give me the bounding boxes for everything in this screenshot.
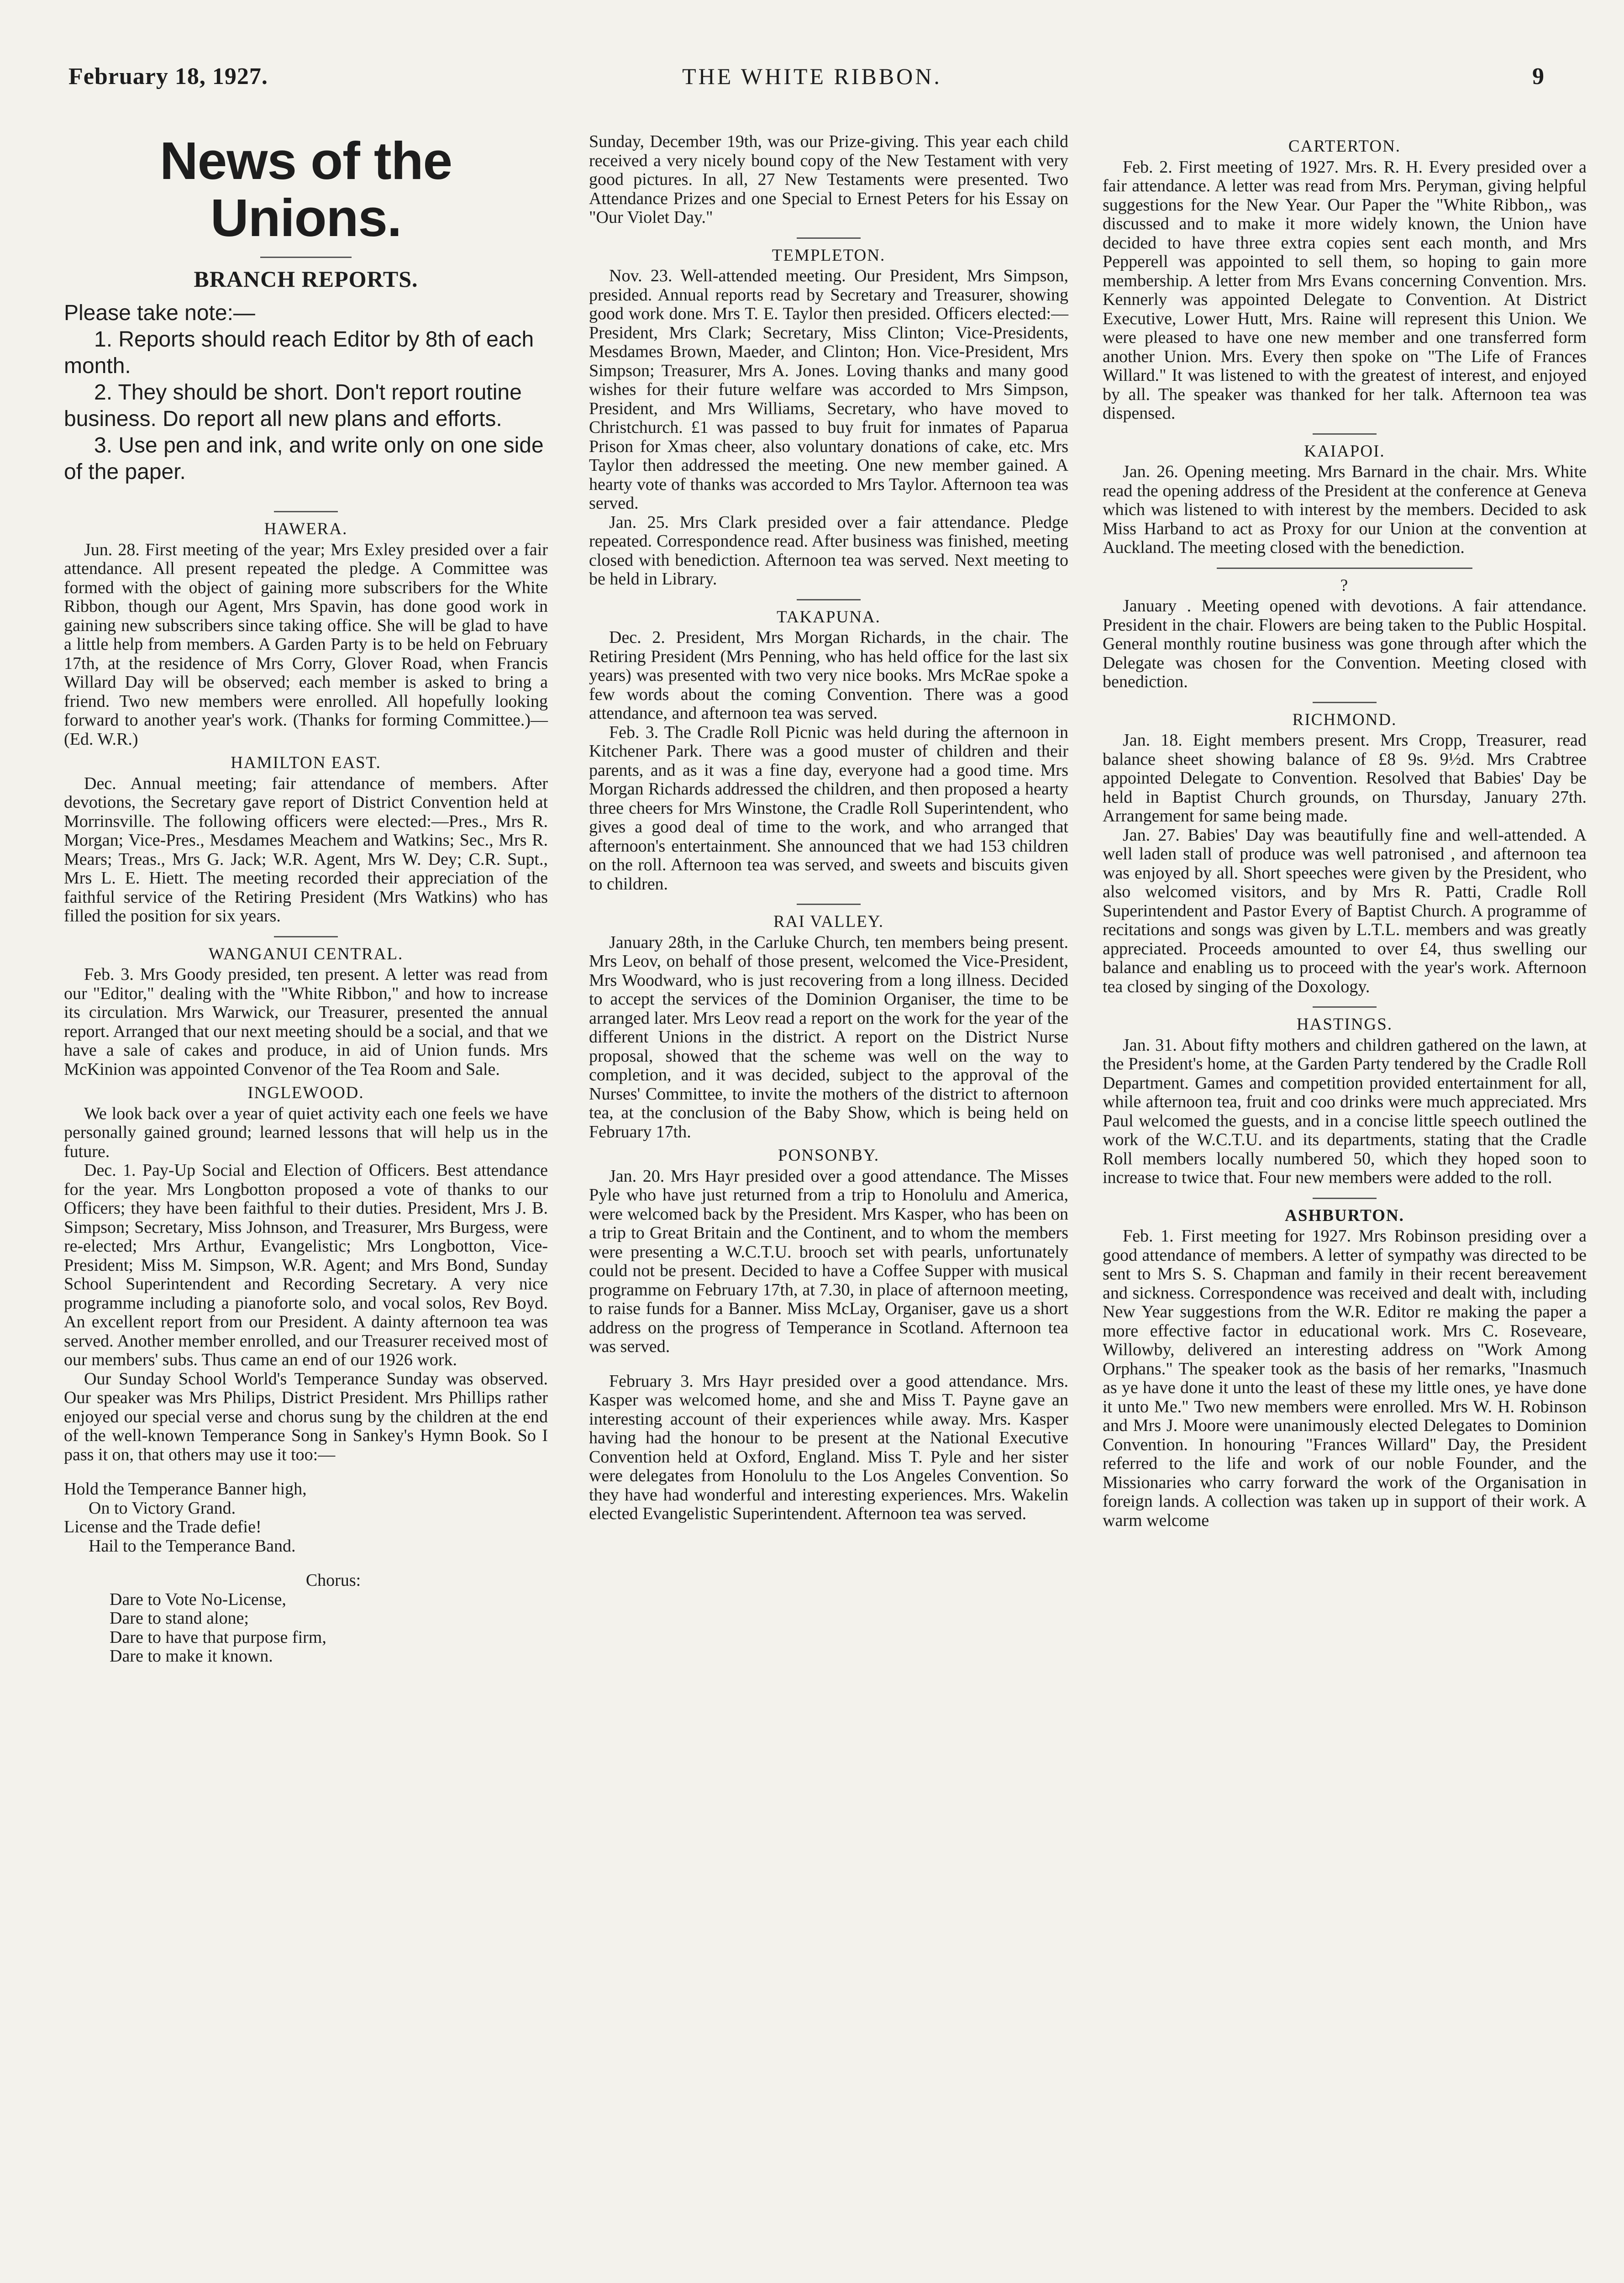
section-heading-hastings: HASTINGS.: [1296, 1015, 1393, 1034]
spacer: [64, 1556, 548, 1571]
spacer: [589, 1357, 1068, 1372]
report-paragraph: Jan. 31. About fifty mothers and children gathered on the lawn, at the President's home, at the Garden Party tendered by the Cradle Roll Department. Games and competition provided entertainment for all, while afternoon tea, fruit and coo drinks were much appreciated. Mrs Paul welcomed the guests, and in a concise little speech outlined the work of the W.C.T.U. and its departments, stating that the Cradle Roll members locally numbered 50, which they hoped soon to increase to twice that. Four new members were added to the roll.: [1103, 1035, 1587, 1187]
section-heading-hawera: HAWERA.: [264, 520, 348, 538]
divider: [1313, 702, 1377, 703]
notice-item: 2. They should be short. Don't report routine business. Do report all new plans and efforts.: [64, 380, 522, 431]
spacer: [64, 485, 548, 501]
section-heading-hamilton-east: HAMILTON EAST.: [231, 753, 381, 772]
column-3: [1103, 132, 1587, 1530]
chorus-line: Dare to have that purpose firm,: [110, 1627, 326, 1647]
page-title: News of the Unions.: [160, 131, 452, 247]
report-paragraph: Feb. 1. First meeting for 1927. Mrs Robinson presiding over a good attendance of members. A letter of sympathy was directed to be sent to Mrs S. S. Chapman and family in their recent bereavement and sickness. Correspondence was received and dealt with, including New Year suggestions from the W.R. Editor re making the paper a more effective factor in educational work. Mrs C. Roseveare, Willowby, delivered an interesting address on "Work Among Orphans." The speaker took as the basis of her remarks, "Inasmuch as ye have done it unto the least of these my little ones, ye have done it unto Me." Two new members were enrolled. Mrs W. H. Robinson and Mrs J. Moore were unanimously elected Delegates to Dominion Convention. In honouring "Frances Willard" Day, the President referred to the life and work of our noble Founder, and the Missionaries who carry forward the work of the Organisation in foreign lands. A collection was taken up in support of their work. A warm welcome: [1103, 1226, 1587, 1530]
page-number: 9: [1532, 63, 1544, 89]
report-paragraph: Dec. 2. President, Mrs Morgan Richards, in the chair. The Retiring President (Mrs Penning, who has held office for the last six years) was presented with two very nice books. Mrs McRae spoke a few words about the coming Convention. There was a good attendance, and afternoon tea was served.: [589, 628, 1068, 723]
column-2: [589, 132, 1068, 1524]
section-heading-rai-valley: RAI VALLEY.: [773, 912, 884, 931]
divider: [260, 257, 352, 258]
notice-item: 3. Use pen and ink, and write only on one side of the paper.: [64, 433, 544, 484]
divider: [1313, 433, 1377, 435]
report-paragraph: Jun. 28. First meeting of the year; Mrs Exley presided over a fair attendance. All present repeated the pledge. A Committee was formed with the object of gaining more subscribers for the White Ribbon, though our Agent, Mrs Spavin, has done good work in gaining new subscribers since taking office. She will be glad to have a little help from members. A Garden Party is to be held on February 17th, at the residence of Mrs Corry, Glover Road, when Francis Willard Day will be observed; each member is asked to bring a friend. Two new members were enrolled. All hopefully looking forward to another year's work. (Thanks for forming Committee.)—(Ed. W.R.): [64, 540, 548, 749]
section-heading-takapuna: TAKAPUNA.: [777, 607, 881, 626]
divider: [1313, 1006, 1377, 1008]
section-heading-inglewood: INGLEWOOD.: [247, 1084, 364, 1102]
notice-box: [64, 300, 548, 485]
report-paragraph: Feb. 3. The Cradle Roll Picnic was held during the afternoon in Kitchener Park. There was a good muster of children and their parents, and as it was a fine day, everyone had a good time. Mrs Morgan Richards addressed the children, and then proposed a hearty three cheers for Mrs Winstone, the Cradle Roll Superintendent, who gives a good deal of time to the work, and who arranged that afternoon's entertainment. She announced that we had 153 children on the roll. Afternoon tea was served, and sweets and biscuits given to children.: [589, 722, 1068, 894]
issue-date: February 18, 1927.: [68, 63, 268, 89]
chorus-line: Dare to stand alone;: [110, 1609, 249, 1628]
section-heading-kaiapoi: KAIAPOI.: [1304, 442, 1385, 461]
divider: [797, 904, 861, 905]
report-paragraph: Dec. Annual meeting; fair attendance of members. After devotions, the Secretary gave report of District Convention held at Morrinsville. The following officers were elected:—Pres., Mrs R. Morgan; Vice-Pres., Mesdames Meachem and Watkins; Sec., Mrs R. Mears; Treas., Mrs G. Jack; W.R. Agent, Mrs W. Dey; C.R. Supt., Mrs L. E. Hiett. The meeting recorded their appreciation of the faithful service of the Retiring President (Mrs Watkins) who has filled the position for six years.: [64, 773, 548, 926]
section-heading-richmond: RICHMOND.: [1292, 710, 1397, 729]
temperance-verse: [64, 1480, 548, 1666]
report-paragraph: We look back over a year of quiet activity each one feels we have personally gained ground; learned lessons that will help us in the future.: [64, 1104, 548, 1161]
verse-line: Hail to the Temperance Band.: [89, 1536, 296, 1556]
section-heading-templeton: TEMPLETON.: [772, 246, 886, 265]
report-paragraph: Jan. 27. Babies' Day was beautifully fine and well-attended. A well laden stall of produce was well patronised , and afternoon tea was enjoyed by all. Short speeches were given by the President, who also welcomed visitors, and by Mrs R. Patti, Cradle Roll Superintendent and Pastor Every of Baptist Church. A programme of recitations and songs was given by L.T.L. members and was greatly appreciated. Proceeds amounted to over £4, thus swelling our balance and enabling us to proceed with the year's work. Afternoon tea closed by singing of the Doxology.: [1103, 825, 1587, 996]
verse-line: License and the Trade defie!: [64, 1517, 262, 1536]
chorus-line: Dare to make it known.: [110, 1646, 273, 1666]
divider: [274, 936, 338, 937]
chorus-label: Chorus:: [305, 1571, 361, 1590]
verse-line: On to Victory Grand.: [89, 1498, 236, 1518]
branch-reports-heading: BRANCH REPORTS.: [194, 266, 418, 292]
report-paragraph: January 28th, in the Carluke Church, ten members being present. Mrs Leov, on behalf of those present, welcomed the Vice-President, Mrs Woodward, who is just recovering from a long illness. Decided to accept the services of the Dominion Organiser, the time to be arranged later. Mrs Leov read a report on the work for the year of the different Unions in the district. A report on the District Nurse proposal, showed that the scheme was well on the way to completion, and it was decided, subject to the approval of the Nurses' Committee, to invite the mothers of the district to afternoon tea, at the conclusion of the Baby Show, which is being held on February 17th.: [589, 932, 1068, 1142]
report-paragraph: Jan. 20. Mrs Hayr presided over a good attendance. The Misses Pyle who have just returned from a trip to Honolulu and America, were welcomed back by the President. Mrs Kasper, who has been on a trip to Great Britain and the Continent, and to whom the members were presenting a W.C.T.U. brooch set with pearls, unfortunately could not be present. Decided to have a Coffee Supper with musical programme on February 17th, at 7.30, in place of afternoon meeting, to raise funds for a Banner. Miss McLay, Organiser, gave us a short address on the progress of Temperance in Scotland. Afternoon tea was served.: [589, 1166, 1068, 1356]
notice-item: 1. Reports should reach Editor by 8th of each month.: [64, 327, 534, 378]
report-paragraph: Sunday, December 19th, was our Prize-giving. This year each child received a very nicely bound copy of the New Testament with very good pictures. In all, 27 New Testaments were presented. Two Attendance Prizes and one Special to Ernest Peters for his Essay on "Our Violet Day.": [589, 132, 1068, 227]
divider: [1217, 568, 1472, 569]
chorus-line: Dare to Vote No-License,: [110, 1589, 286, 1609]
divider: [1313, 1198, 1377, 1199]
report-paragraph: Jan. 25. Mrs Clark presided over a fair attendance. Pledge repeated. Correspondence read. After business was finished, meeting closed with benediction. Afternoon tea was served. Next meeting to be held in Library.: [589, 512, 1068, 589]
notice-intro: Please take note:—: [64, 301, 255, 325]
report-paragraph: Feb. 3. Mrs Goody presided, ten present. A letter was read from our "Editor," dealing with the "White Ribbon," and how to increase its circulation. Mrs Warwick, our Treasurer, presented the annual report. Arranged that our next meeting should be a social, and that we have a sale of cakes and produce, in aid of Union funds. Mrs McKinion was appointed Convenor of the Tea Room and Sale.: [64, 965, 548, 1079]
divider: [797, 599, 861, 600]
column-1: [64, 132, 548, 1666]
verse-line: Hold the Temperance Banner high,: [64, 1479, 307, 1499]
divider: [797, 237, 861, 239]
publication-title: THE WHITE RIBBON.: [682, 63, 942, 89]
section-heading-ashburton: ASHBURTON.: [1285, 1206, 1404, 1225]
report-paragraph: February 3. Mrs Hayr presided over a good attendance. Mrs. Kasper was welcomed home, and she and Miss T. Payne gave an interesting account of their experiences while away. Mrs. Kasper having had the honour to be present at the National Executive Convention held at Oxford, England. Miss T. Pyle and her sister were delegates from Honolulu to the Los Angeles Convention. So they have had wonderful and interesting experiences. Mrs. Wakelin elected Evangelistic Superintendent. Afternoon tea was served.: [589, 1371, 1068, 1523]
report-paragraph: Nov. 23. Well-attended meeting. Our President, Mrs Simpson, presided. Annual reports read by Secretary and Treasurer, showing good work done. Mrs T. E. Taylor then presided. Officers elected:—President, Mrs Clark; Secretary, Miss Clinton; Vice-Presidents, Mesdames Brown, Maeder, and Clinton; Hon. Vice-President, Mrs Simpson; Treasurer, Mrs A. Jones. Loving thanks and many good wishes for their future welfare was accorded to Mrs Simpson, President, and Mrs Williams, Secretary, who have moved to Christchurch. £1 was passed to buy fruit for inmates of Paparua Prison for Xmas cheer, also voluntary donations of cake, etc. Mrs Taylor then addressed the meeting. One new member gained. A hearty vote of thanks was accorded to Mrs Taylor. Afternoon tea was served.: [589, 266, 1068, 513]
report-paragraph: Jan. 18. Eight members present. Mrs Cropp, Treasurer, read balance sheet showing balance of £8 9s. 9½d. Mrs Crabtree appointed Delegate to Convention. Resolved that Babies' Day be held in Baptist Church grounds, on Thursday, January 27th. Arrangement for same being made.: [1103, 731, 1587, 826]
report-paragraph: Feb. 2. First meeting of 1927. Mrs. R. H. Every presided over a fair attendance. A letter was read from Mrs. Peryman, giving helpful suggestions for the New Year. Our Paper the "White Ribbon,, was discussed and to make it more widely known, the Union have decided to have three extra copies sent each month, and Mrs Pepperell was appointed to sell them, so hoping to gain more membership. A letter from Mrs Evans concerning Convention. Mrs. Kennerly was appointed Delegate to Convention. At District Executive, Lower Hutt, Mrs. Raine will represent this Union. We were pleased to have one new member and one transferred form another Union. Mrs. Every then spoke on "The Life of Frances Willard." It was listened to with the greatest of interest, and enjoyed by all. The speaker was thanked for her talk. Afternoon tea was dispensed.: [1103, 157, 1587, 423]
section-heading-ponsonby: PONSONBY.: [778, 1146, 879, 1165]
report-paragraph: Dec. 1. Pay-Up Social and Election of Officers. Best attendance for the year. Mrs Longbotton proposed a vote of thanks to our Officers; they have been faithful to their duties. President, Mrs J. B. Simpson; Secretary, Miss Johnson, and Treasurer, Mrs Burgess, were re-elected; Mrs Arthur, Evangelistic; Mrs Longbotton, Vice-President; Miss M. Simpson, W.R. Agent; and Mrs Bond, Sunday School Superintendent and Recording Secretary. A very nice programme including a pianoforte solo, and vocal solos, Rev Boyd. An excellent report from our President. A dainty afternoon tea was served. Another member enrolled, and our Treasurer received most of our members' subs. Thus came an end of our 1926 work.: [64, 1161, 548, 1369]
report-paragraph: January . Meeting opened with devotions. A fair attendance. President in the chair. Flowers are being taken to the Public Hospital. General monthly routine business was gone through after which the Delegate was chosen for the Convention. Meeting closed with benediction.: [1103, 596, 1587, 691]
running-head: [0, 63, 1624, 95]
section-heading-unnamed: ?: [1340, 576, 1349, 595]
report-paragraph: Our Sunday School World's Temperance Sunday was observed. Our speaker was Mrs Philips, District President. Mrs Phillips rather enjoyed our special verse and chorus sung by the children at the end of the well-known Temperance Song in Sankey's Hymn Book. So I pass it on, that others may use it too:—: [64, 1369, 548, 1464]
report-paragraph: Jan. 26. Opening meeting. Mrs Barnard in the chair. Mrs. White read the opening address of the President at the conference at Geneva which was listened to with interest by the members. Decided to ask Miss Harband to act as Proxy for our Union at the convention at Auckland. The meeting closed with the benediction.: [1103, 462, 1587, 557]
divider: [274, 511, 338, 512]
section-heading-carterton: CARTERTON.: [1288, 137, 1401, 156]
section-heading-wanganui-central: WANGANUI CENTRAL.: [208, 944, 404, 963]
spacer: [64, 1464, 548, 1480]
